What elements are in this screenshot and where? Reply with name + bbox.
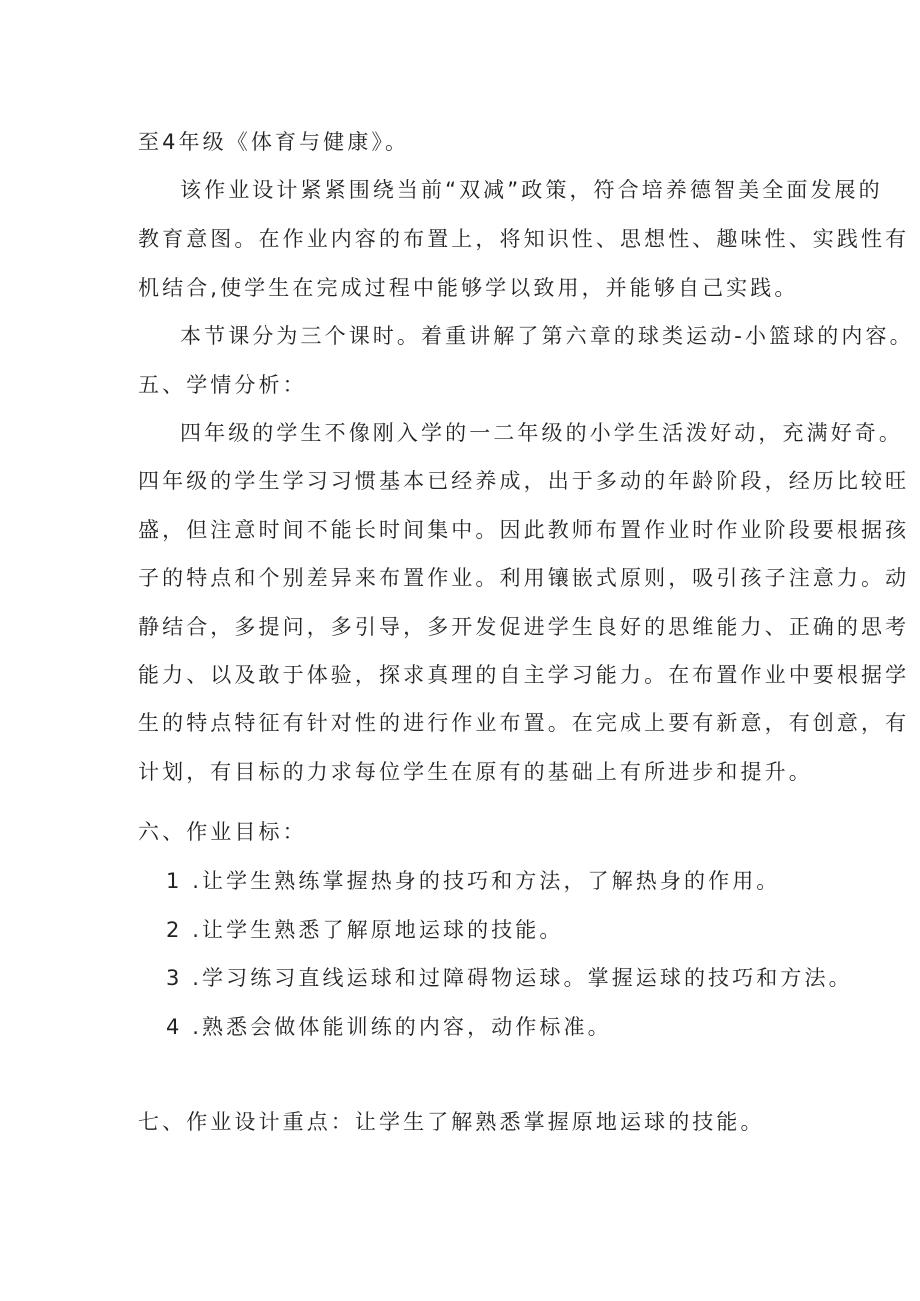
intro-paragraph-line: 教育意图。在作业内容的布置上，将知识性、思想性、趣味性、实践性有 xyxy=(138,227,910,251)
section-heading-6: 六、作业目标： xyxy=(138,820,307,844)
goal-item-1: 1 .让学生熟练掌握热身的技巧和方法，了解热身的作用。 xyxy=(166,869,781,893)
section5-line: 能力、以及敢于体验，探求真理的自主学习能力。在布置作业中要根据学 xyxy=(138,663,910,687)
section5-line: 盛，但注意时间不能长时间集中。因此教师布置作业时作业阶段要根据孩 xyxy=(138,518,910,542)
section5-line: 子的特点和个别差异来布置作业。利用镶嵌式原则，吸引孩子注意力。动 xyxy=(138,566,910,590)
section5-line: 生的特点特征有针对性的进行作业布置。在完成上要有新意，有创意，有 xyxy=(138,711,910,735)
intro-paragraph-line: 该作业设计紧紧围绕当前“双减”政策，符合培养德智美全面发展的 xyxy=(180,178,883,202)
goal-item-3: 3 .学习练习直线运球和过障碍物运球。掌握运球的技巧和方法。 xyxy=(166,966,853,990)
goal-item-2: 2 .让学生熟悉了解原地运球的技能。 xyxy=(166,918,564,942)
section-heading-7: 七、作业设计重点：让学生了解熟悉掌握原地运球的技能。 xyxy=(138,1110,765,1134)
intro-line: 至4年级《体育与健康》。 xyxy=(138,130,410,154)
section5-line: 四年级的学生学习习惯基本已经养成，出于多动的年龄阶段，经历比较旺 xyxy=(138,469,910,493)
section5-line: 静结合，多提问，多引导，多开发促进学生良好的思维能力、正确的思考 xyxy=(138,615,910,639)
intro-paragraph-line: 机结合,使学生在完成过程中能够学以致用，并能够自己实践。 xyxy=(138,276,799,300)
section5-line: 四年级的学生不像刚入学的一二年级的小学生活泼好动，充满好奇。 xyxy=(180,421,903,445)
goal-item-4: 4 .熟悉会做体能训练的内容，动作标准。 xyxy=(166,1015,612,1039)
intro-paragraph-line: 本节课分为三个课时。着重讲解了第六章的球类运动-小篮球的内容。 xyxy=(180,324,914,348)
section5-line: 计划，有目标的力求每位学生在原有的基础上有所进步和提升。 xyxy=(138,760,813,784)
section-heading-5: 五、学情分析： xyxy=(138,373,307,397)
